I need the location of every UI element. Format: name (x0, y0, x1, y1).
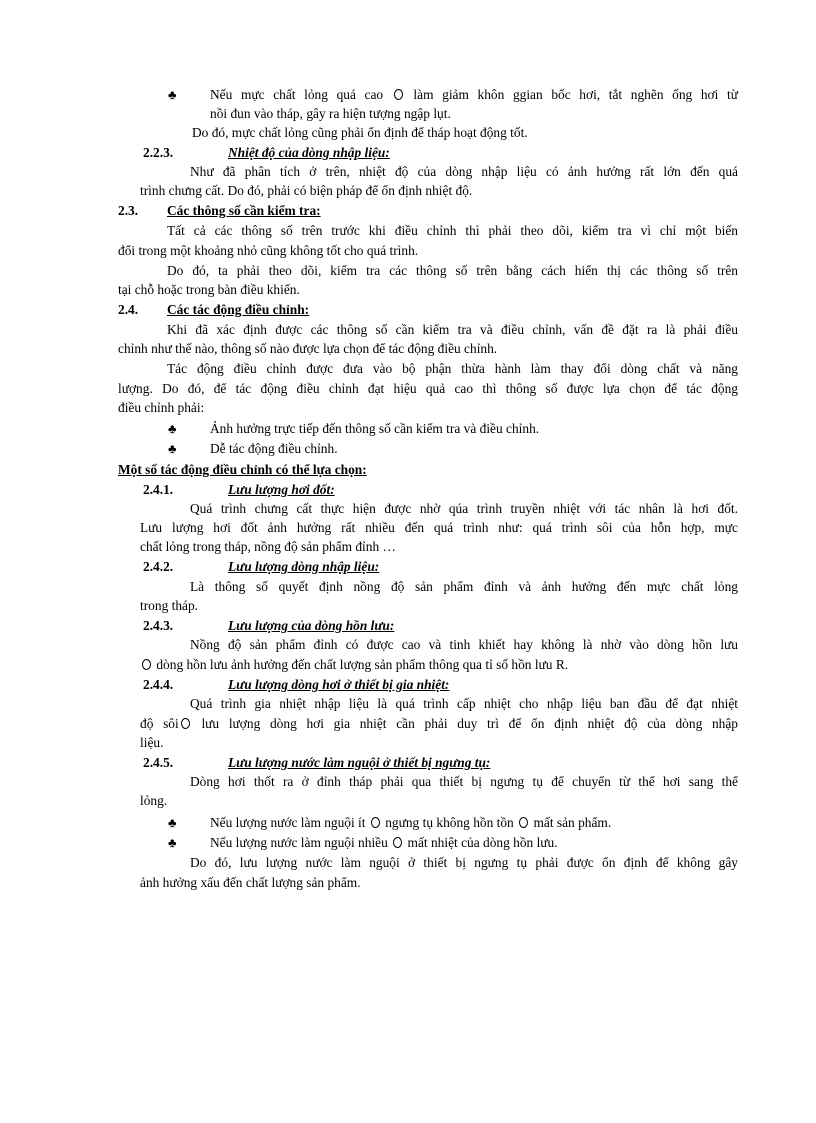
paragraph-line: Do đó, mực chất lỏng cũng phải ổn định để tháp hoạt động tốt. (192, 125, 528, 140)
section-heading: Lưu lượng hơi đốt: (228, 482, 335, 497)
section-heading: Lưu lượng dòng hơi ở thiết bị gia nhiệt: (228, 677, 450, 692)
bullet-text-line: Dễ tác động điều chỉnh. (210, 441, 338, 456)
section-heading: Nhiệt độ của dòng nhập liệu: (228, 145, 390, 160)
paragraph-line: trong tháp. (140, 598, 199, 613)
paragraph-line: đổi trong một khoảng nhỏ cũng không tốt cho quá trình. (118, 243, 419, 258)
paragraph-line: điều chỉnh phải: (118, 400, 205, 415)
paragraph-line: dòng hồn lưu ảnh hưởng đến chất lượng sản phẩm thông qua tỉ số hồn lưu R. (140, 656, 568, 674)
sub-heading: Một số tác động điều chỉnh có thể lựa chọn: (118, 462, 367, 477)
paragraph-line: Lưu lượng hơi đốt ảnh hưởng rất nhiều đến quá trình như: quá trình sôi của hỗn hợp, mực (140, 520, 738, 535)
section-number: 2.2.3. (143, 145, 174, 160)
section-number: 2.4.3. (143, 618, 174, 633)
arrow-symbol-icon (519, 817, 528, 828)
paragraph-line: Tác động điều chỉnh được đưa vào bộ phận thừa hành làm thay đổi dòng chất và năng (167, 361, 738, 376)
paragraph-line: Do đó, ta phải theo dõi, kiểm tra các thông số trên bằng cách hiển thị các thông số trên (167, 263, 738, 278)
section-number: 2.4.2. (143, 559, 174, 574)
arrow-symbol-icon (371, 817, 380, 828)
section-number: 2.4.5. (143, 755, 174, 770)
paragraph-line: độ sôi lưu lượng dòng hơi gia nhiệt cần phải duy trì để ổn định nhiệt độ của dòng nhập (140, 716, 738, 731)
paragraph-line: Như đã phân tích ở trên, nhiệt độ của dòng nhập liệu có ảnh hưởng rất lớn đến quá (190, 164, 738, 179)
paragraph-line: chất lỏng trong tháp, nồng độ sản phẩm đỉnh … (140, 539, 396, 554)
section-number: 2.4.1. (143, 482, 174, 497)
paragraph-line: tại chỗ hoặc trong bàn điều khiển. (118, 282, 300, 297)
paragraph-line: Quá trình gia nhiệt nhập liệu là quá trình cấp nhiệt cho nhập liệu ban đầu để đạt nhiệt (190, 696, 738, 711)
bullet-text-line: Ảnh hưởng trực tiếp đến thông số cần kiểm tra và điều chỉnh. (210, 421, 540, 436)
club-bullet-icon: ♣ (168, 87, 177, 102)
section-heading: Lưu lượng nước làm nguội ở thiết bị ngưng tụ: (228, 755, 491, 770)
paragraph-line: ảnh hưởng xấu đến chất lượng sản phẩm. (140, 875, 361, 890)
bullet-text-line: Nếu mực chất lỏng quá cao làm giảm khôn ggian bốc hơi, tắt nghẽn ống hơi từ (210, 87, 738, 102)
paragraph-line: Là thông số quyết định nồng độ sản phẩm đỉnh và ảnh hưởng đến mực chất lỏng (190, 579, 738, 594)
arrow-symbol-icon (181, 718, 190, 729)
bullet-text-line: Nếu lượng nước làm nguội ít ngưng tụ không hồn tồn mất sản phẩm. (210, 815, 612, 830)
club-bullet-icon: ♣ (168, 835, 177, 850)
club-bullet-icon: ♣ (168, 815, 177, 830)
paragraph-line: Dòng hơi thốt ra ở đỉnh tháp phải qua thiết bị ngưng tụ để chuyển từ thể hơi sang thể (190, 774, 738, 789)
club-bullet-icon: ♣ (168, 441, 177, 456)
club-bullet-icon: ♣ (168, 421, 177, 436)
paragraph-line: liệu. (140, 735, 164, 750)
section-number: 2.4. (118, 302, 139, 317)
paragraph-line: Quá trình chưng cất thực hiện được nhờ qúa trình truyền nhiệt với tác nhân là hơi đốt. (190, 501, 738, 516)
section-heading: Các tác động điều chỉnh: (167, 302, 310, 317)
paragraph-line: Tất cả các thông số trên trước khi điều chỉnh thì phải theo dõi, kiểm tra vì chỉ một biến (167, 223, 738, 238)
section-heading: Các thông số cần kiểm tra: (167, 203, 321, 218)
bullet-text-line: nồi đun vào tháp, gây ra hiện tượng ngập lụt. (210, 106, 451, 121)
paragraph-line: lượng. Do đó, để tác động điều chỉnh đạt hiệu quả cao thì thông số được lựa chọn để tác động (118, 381, 738, 396)
section-heading: Lưu lượng dòng nhập liệu: (228, 559, 380, 574)
section-heading: Lưu lượng của dòng hồn lưu: (228, 618, 395, 633)
paragraph-line: Khi đã xác định được các thông số cần kiểm tra và điều chỉnh, vấn đề đặt ra là phải điều (167, 322, 738, 337)
paragraph-line: trình chưng cất. Do đó, phải có biện pháp để ổn định nhiệt độ. (140, 183, 473, 198)
paragraph-line: Do đó, lưu lượng nước làm nguội ở thiết bị ngưng tụ phải được ổn định để không gây (190, 855, 738, 870)
section-number: 2.3. (118, 203, 139, 218)
paragraph-line: lỏng. (140, 793, 168, 808)
paragraph-line: Nồng độ sản phẩm đỉnh có được cao và tinh khiết hay không là nhờ vào dòng hồn lưu (190, 637, 738, 652)
arrow-symbol-icon (393, 837, 402, 848)
arrow-symbol-icon (142, 659, 151, 670)
arrow-symbol-icon (394, 89, 403, 100)
bullet-text-line: Nếu lượng nước làm nguội nhiều mất nhiệt của dòng hồn lưu. (210, 835, 558, 850)
section-number: 2.4.4. (143, 677, 174, 692)
paragraph-line: chỉnh như thế nào, thông số nào được lựa chọn để tác động điều chỉnh. (118, 341, 498, 356)
